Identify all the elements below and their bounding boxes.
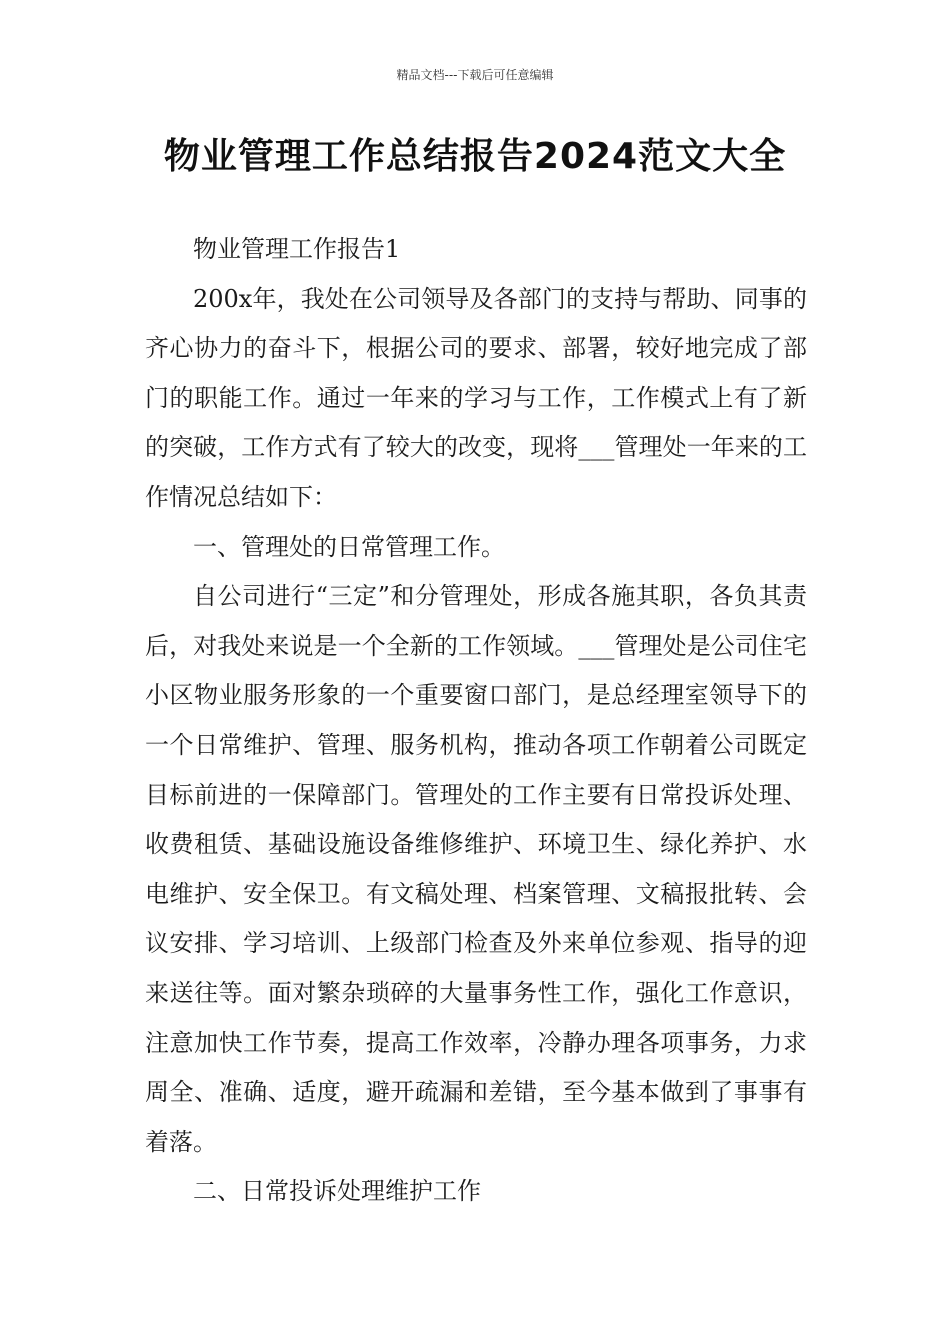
section-heading-daily-management: 一、管理处的日常管理工作。 <box>193 532 505 561</box>
paragraph-daily-management: 自公司进行“三定”和分管理处，形成各施其职，各负其责后，对我处来说是一个全新的工作领域。___管理处是公司住宅小区物业服务形象的一个重要窗口部门，是总经理室领导下的一个日常维护、管理、服务机构，推动各项工作朝着公司既定目标前进的一保障部门。管理处的工作主要有日常投诉处理、收费租赁、基础设施设备维修维护、环境卫生、绿化养护、水电维护、安全保卫。有文稿处理、档案管理、文稿报批转、会议安排、学习培训、上级部门检查及外来单位参观、指导的迎来送往等。面对繁杂琐碎的大量事务性工作，强化工作意识，注意加快工作节奏，提高工作效率，冷静办理各项事务，力求周全、准确、适度，避开疏漏和差错，至今基本做到了事事有着落。 <box>145 582 807 1156</box>
header-note: 精品文档---下载后可任意编辑 <box>396 68 554 82</box>
document-body <box>145 225 807 1217</box>
section-heading-complaint-handling: 二、日常投诉处理维护工作 <box>193 1177 481 1206</box>
paragraph-intro: 200x年，我处在公司领导及各部门的支持与帮助、同事的齐心协力的奋斗下，根据公司的要求、部署，较好地完成了部门的职能工作。通过一年来的学习与工作，工作模式上有了新的突破，工作方式有了较大的改变，现将___管理处一年来的工作情况总结如下： <box>145 284 807 511</box>
document-title: 物业管理工作总结报告2024范文大全 <box>163 136 787 177</box>
section-heading-report-1: 物业管理工作报告1 <box>193 235 401 263</box>
